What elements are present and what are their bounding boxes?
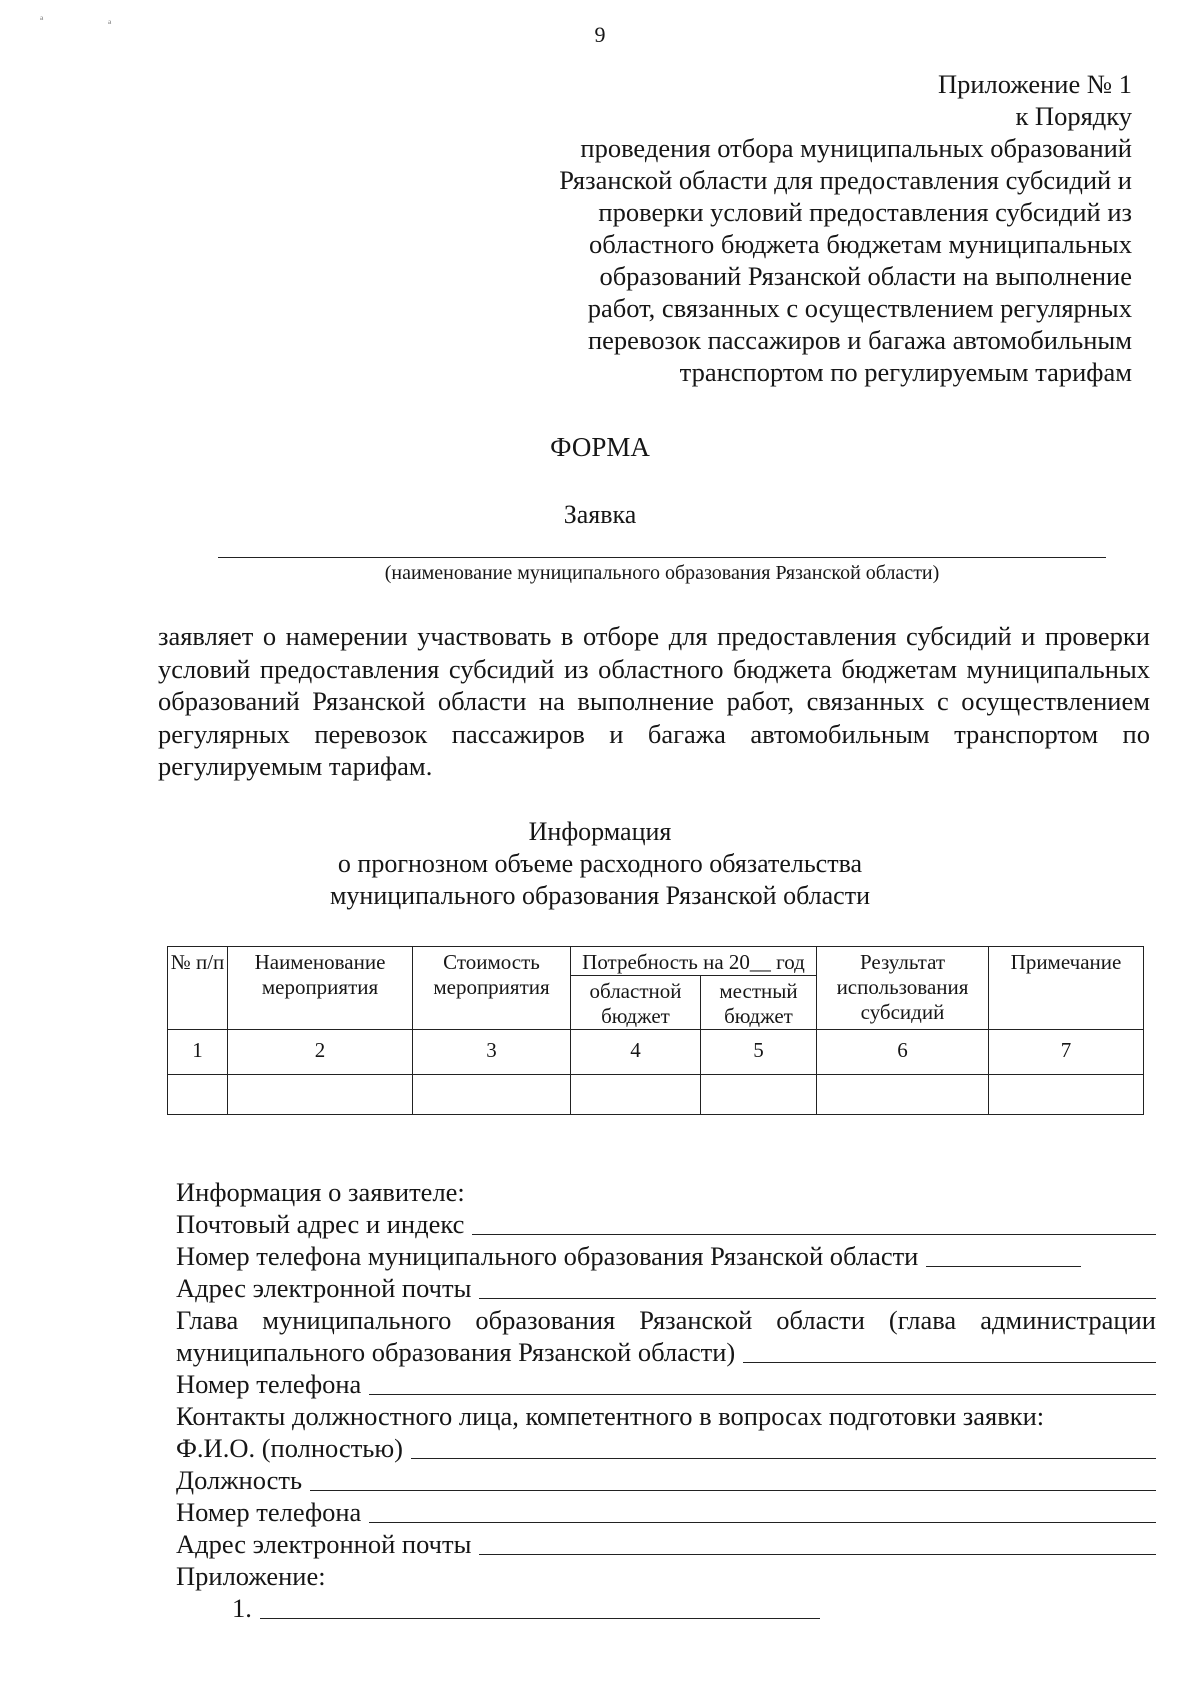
appendix-line: Рязанской области для предоставления субсидий и <box>559 165 1132 195</box>
scan-artifact: ª <box>40 14 44 28</box>
position-field[interactable] <box>310 1490 1156 1491</box>
attachment-item-field[interactable] <box>260 1618 820 1619</box>
contact-email-label: Адрес электронной почты <box>176 1529 472 1559</box>
position-label: Должность <box>176 1465 303 1495</box>
appendix-line: транспортом по регулируемым тарифам <box>679 357 1132 387</box>
appendix-line: проведения отбора муниципальных образований <box>580 133 1132 163</box>
municipality-name-field[interactable] <box>218 557 1106 558</box>
column-number: 3 <box>413 1030 571 1075</box>
info-title-line: о прогнозном объеме расходного обязательства <box>337 849 863 878</box>
postal-label: Почтовый адрес и индекс <box>176 1209 465 1239</box>
header-number: № п/п <box>168 947 228 1030</box>
header-local-budget: местный бюджет <box>701 976 817 1030</box>
contact-phone-row <box>176 1496 1156 1528</box>
appendix-line: образований Рязанской области на выполнение <box>599 261 1132 291</box>
postal-row <box>176 1208 1156 1240</box>
header-regional-budget: областной бюджет <box>571 976 701 1030</box>
application-title: Заявка <box>563 500 637 529</box>
head-word: администрации <box>980 1305 1156 1335</box>
contact-phone-field[interactable] <box>369 1522 1156 1523</box>
phone-row <box>176 1368 1156 1400</box>
table-header-row <box>168 947 1144 976</box>
appendix-line: к Порядку <box>1015 101 1132 131</box>
column-number: 4 <box>571 1030 701 1075</box>
column-number: 7 <box>989 1030 1144 1075</box>
contacts-heading: Контакты должностного лица, компетентного в вопросах подготовки заявки: <box>176 1401 1045 1431</box>
page-number: 9 <box>594 22 606 47</box>
applicant-heading: Информация о заявителе: <box>176 1177 465 1207</box>
table-cell[interactable] <box>989 1075 1144 1115</box>
attachment-item-label: 1. <box>232 1593 252 1623</box>
contact-email-field[interactable] <box>479 1554 1156 1555</box>
table-cell[interactable] <box>701 1075 817 1115</box>
mo-phone-label: Номер телефона муниципального образования Рязанской области <box>176 1241 919 1271</box>
header-activity-name: Наименование мероприятия <box>228 947 413 1030</box>
form-label: ФОРМА <box>550 432 650 462</box>
attachment-item-row <box>176 1592 1156 1624</box>
appendix-line: работ, связанных с осуществлением регулярных <box>587 293 1132 323</box>
table-cell[interactable] <box>168 1075 228 1115</box>
fio-row <box>176 1432 1156 1464</box>
phone-label: Номер телефона <box>176 1369 362 1399</box>
appendix-header <box>492 68 1132 388</box>
email-field[interactable] <box>479 1298 1156 1299</box>
declaration-paragraph: заявляет о намерении участвовать в отборе для предоставления субсидий и проверки условий предоставления субсидий из областного бюджета бюджетам муниципальных образований Рязанской области на выполнение работ, связанных с осуществлением регулярных перевозок пассажиров и багажа автомобильным транспортом по регулируемым тарифам. <box>158 621 1150 781</box>
head-word: Глава <box>176 1305 239 1335</box>
appendix-line: Приложение № 1 <box>937 69 1132 99</box>
head-row-line2 <box>176 1336 1156 1368</box>
table-cell[interactable] <box>571 1075 701 1115</box>
header-note: Примечание <box>989 947 1144 1030</box>
head-word: Рязанской <box>639 1305 753 1335</box>
column-number: 6 <box>817 1030 989 1075</box>
email-label: Адрес электронной почты <box>176 1273 472 1303</box>
phone-field[interactable] <box>369 1394 1156 1395</box>
attachment-heading: Приложение: <box>176 1561 326 1591</box>
head-field[interactable] <box>743 1362 1156 1363</box>
fio-field[interactable] <box>411 1458 1156 1459</box>
postal-field[interactable] <box>472 1234 1156 1235</box>
information-title <box>0 816 1200 912</box>
head-word: муниципального <box>262 1305 452 1335</box>
head-row-line1 <box>176 1304 1156 1336</box>
scan-artifact: ª <box>108 18 112 32</box>
head-word: области <box>776 1305 865 1335</box>
column-number: 2 <box>228 1030 413 1075</box>
header-result: Результат использования субсидий <box>817 947 989 1030</box>
mo-phone-row <box>176 1240 1156 1272</box>
forecast-table <box>167 946 1144 1115</box>
mo-phone-field[interactable] <box>926 1266 1081 1267</box>
head-label: муниципального образования Рязанской области) <box>176 1337 736 1367</box>
contact-email-row <box>176 1528 1156 1560</box>
header-need: Потребность на 20__ год <box>571 947 817 976</box>
head-word: (глава <box>888 1305 957 1335</box>
contact-phone-label: Номер телефона <box>176 1497 362 1527</box>
appendix-line: проверки условий предоставления субсидий из <box>598 197 1132 227</box>
fio-label: Ф.И.О. (полностью) <box>176 1433 403 1463</box>
table-number-row <box>168 1030 1144 1075</box>
appendix-line: областного бюджета бюджетам муниципальных <box>588 229 1132 259</box>
email-row <box>176 1272 1156 1304</box>
head-word: образования <box>475 1305 616 1335</box>
appendix-line: перевозок пассажиров и багажа автомобильным <box>587 325 1132 355</box>
info-title-line: Информация <box>528 817 672 846</box>
table-cell[interactable] <box>817 1075 989 1115</box>
column-number: 1 <box>168 1030 228 1075</box>
position-row <box>176 1464 1156 1496</box>
table-cell[interactable] <box>228 1075 413 1115</box>
column-number: 5 <box>701 1030 817 1075</box>
info-title-line: муниципального образования Рязанской области <box>329 881 871 910</box>
header-activity-cost: Стоимость мероприятия <box>413 947 571 1030</box>
table-cell[interactable] <box>413 1075 571 1115</box>
municipality-name-caption: (наименование муниципального образования Рязанской области) <box>384 562 940 584</box>
applicant-info-section <box>176 1176 1156 1624</box>
table-row <box>168 1075 1144 1115</box>
